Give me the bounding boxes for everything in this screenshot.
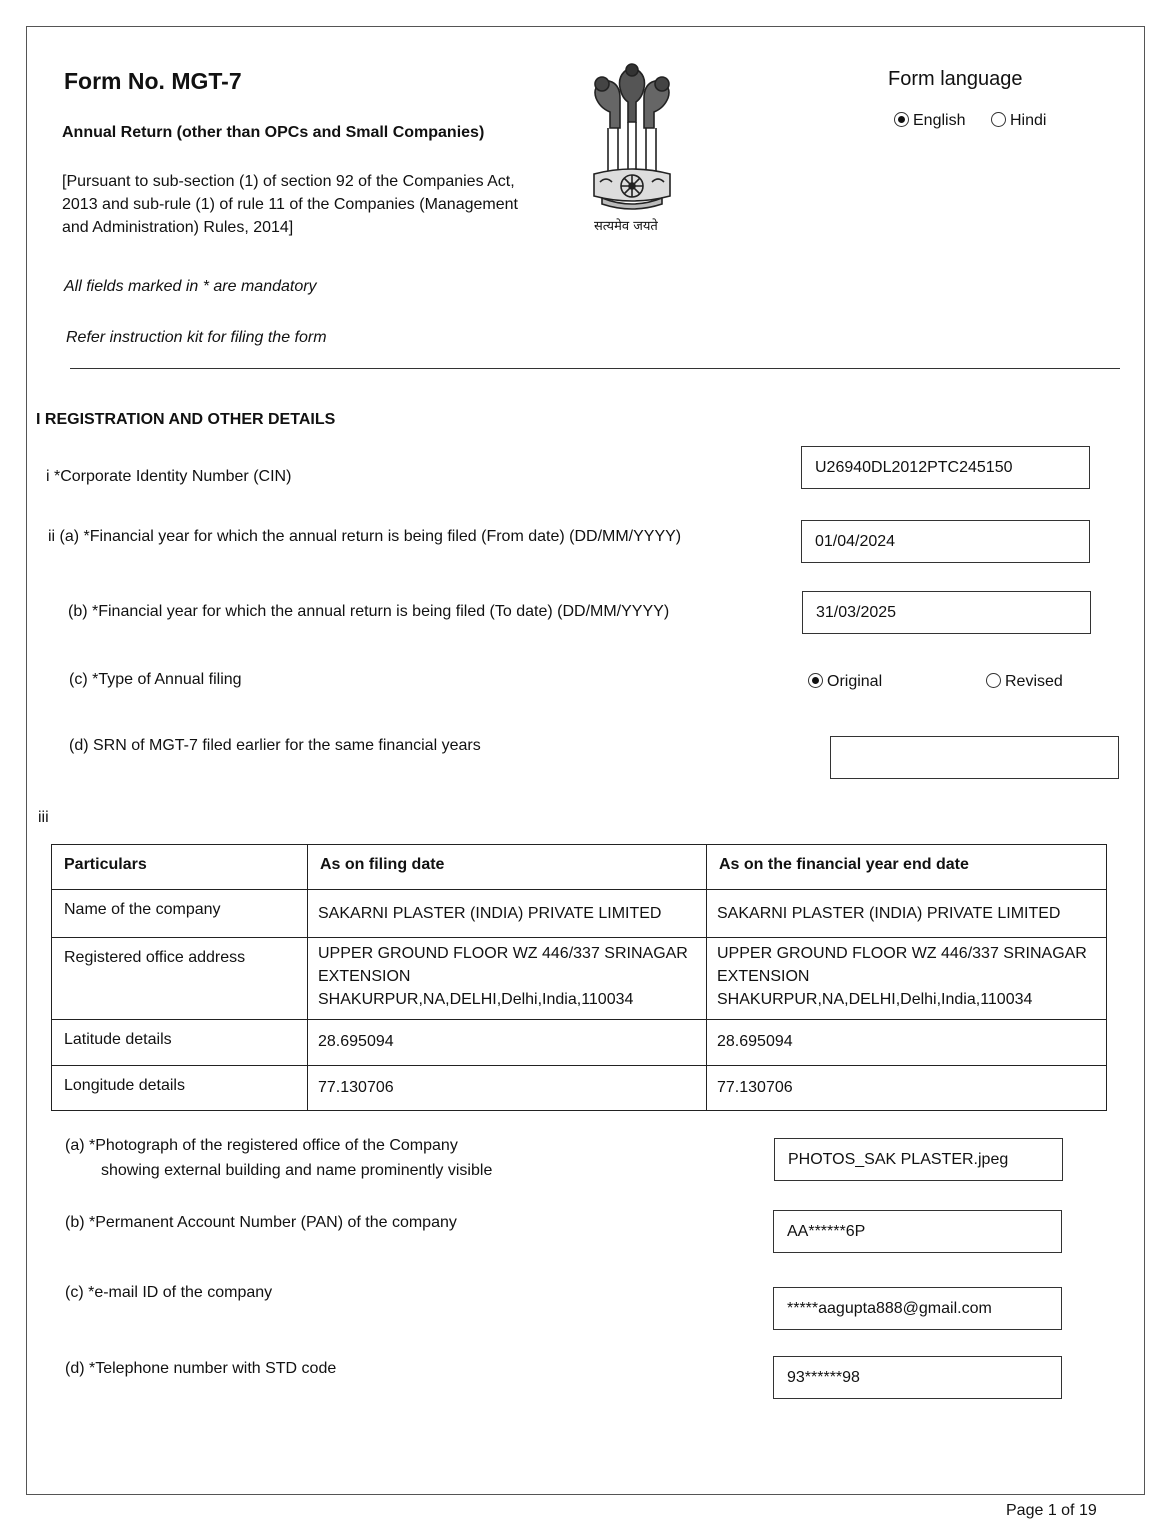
filing-revised-option[interactable] (986, 673, 1063, 691)
table-cell: 28.695094 (707, 1020, 1107, 1066)
form-title: Form No. MGT-7 (64, 68, 242, 94)
english-radio[interactable] (894, 112, 909, 127)
table-cell: Longitude details (52, 1066, 308, 1111)
table-cell: SAKARNI PLASTER (INDIA) PRIVATE LIMITED (308, 890, 707, 938)
header-divider (70, 368, 1120, 369)
table-row (52, 1066, 1107, 1111)
table-header-row (52, 845, 1107, 890)
form-subtitle: Annual Return (other than OPCs and Small Companies) (62, 124, 485, 141)
cin-field[interactable]: U26940DL2012PTC245150 (801, 446, 1090, 489)
page-number: Page 1 of 19 (1006, 1502, 1097, 1519)
revised-radio[interactable] (986, 673, 1001, 688)
table-row (52, 890, 1107, 938)
pan-label: (b) *Permanent Account Number (PAN) of the company (65, 1214, 457, 1231)
national-emblem-icon (584, 60, 680, 240)
section-heading: I REGISTRATION AND OTHER DETAILS (36, 411, 336, 428)
particulars-table (51, 844, 1107, 1111)
table-cell: 28.695094 (308, 1020, 707, 1066)
email-label: (c) *e-mail ID of the company (65, 1284, 273, 1301)
phone-field[interactable]: 93******98 (773, 1356, 1062, 1399)
pursuant-text: [Pursuant to sub-section (1) of section 92 of the Companies Act, 2013 and sub-rule (1) of rule 11 of the Companies (Management and Administration) Rules, 2014] (62, 173, 518, 236)
table-header: As on filing date (308, 845, 707, 890)
photo-field[interactable]: PHOTOS_SAK PLASTER.jpeg (774, 1138, 1063, 1181)
language-english-option[interactable] (894, 112, 965, 130)
fy-to-field[interactable]: 31/03/2025 (802, 591, 1091, 634)
fy-from-field[interactable]: 01/04/2024 (801, 520, 1090, 563)
emblem-motto: सत्यमेव जयते (594, 219, 658, 234)
fy-to-label: (b) *Financial year for which the annual return is being filed (To date) (DD/MM/YYYY) (68, 603, 670, 620)
table-cell: Latitude details (52, 1020, 308, 1066)
filing-type-label: (c) *Type of Annual filing (69, 671, 242, 688)
table-header: As on the financial year end date (707, 845, 1107, 890)
photo-label-2: showing external building and name prominently visible (101, 1162, 493, 1179)
table-row (52, 1020, 1107, 1066)
instruction-note: Refer instruction kit for filing the form (66, 329, 327, 346)
table-row (52, 938, 1107, 1020)
english-label: English (913, 112, 966, 129)
revised-label: Revised (1005, 673, 1063, 690)
table-header: Particulars (52, 845, 308, 890)
table-cell: SAKARNI PLASTER (INDIA) PRIVATE LIMITED (707, 890, 1107, 938)
phone-label: (d) *Telephone number with STD code (65, 1360, 337, 1377)
original-label: Original (827, 673, 883, 690)
hindi-radio[interactable] (991, 112, 1006, 127)
srn-label: (d) SRN of MGT-7 filed earlier for the same financial years (69, 737, 481, 754)
table-cell: 77.130706 (308, 1066, 707, 1111)
table-cell: UPPER GROUND FLOOR WZ 446/337 SRINAGAR EXTENSION SHAKURPUR,NA,DELHI,Delhi,India,110034 (707, 938, 1107, 1020)
cin-label: i *Corporate Identity Number (CIN) (46, 468, 292, 485)
table-cell: Name of the company (52, 890, 308, 938)
filing-original-option[interactable] (808, 673, 882, 691)
fy-from-label: ii (a) *Financial year for which the annual return is being filed (From date) (DD/MM/YYYY) (48, 528, 682, 545)
form-language-title: Form language (888, 68, 1023, 90)
email-field[interactable]: *****aagupta888@gmail.com (773, 1287, 1062, 1330)
pan-field[interactable]: AA******6P (773, 1210, 1062, 1253)
table-cell: Registered office address (52, 938, 308, 1020)
hindi-label: Hindi (1010, 112, 1047, 129)
table-cell: 77.130706 (707, 1066, 1107, 1111)
mandatory-note: All fields marked in * are mandatory (64, 278, 317, 295)
photo-label: (a) *Photograph of the registered office of the Company (65, 1137, 458, 1154)
srn-field[interactable] (830, 736, 1119, 779)
item-iii-label: iii (38, 809, 49, 826)
language-hindi-option[interactable] (991, 112, 1046, 130)
original-radio[interactable] (808, 673, 823, 688)
table-cell: UPPER GROUND FLOOR WZ 446/337 SRINAGAR EXTENSION SHAKURPUR,NA,DELHI,Delhi,India,110034 (308, 938, 707, 1020)
